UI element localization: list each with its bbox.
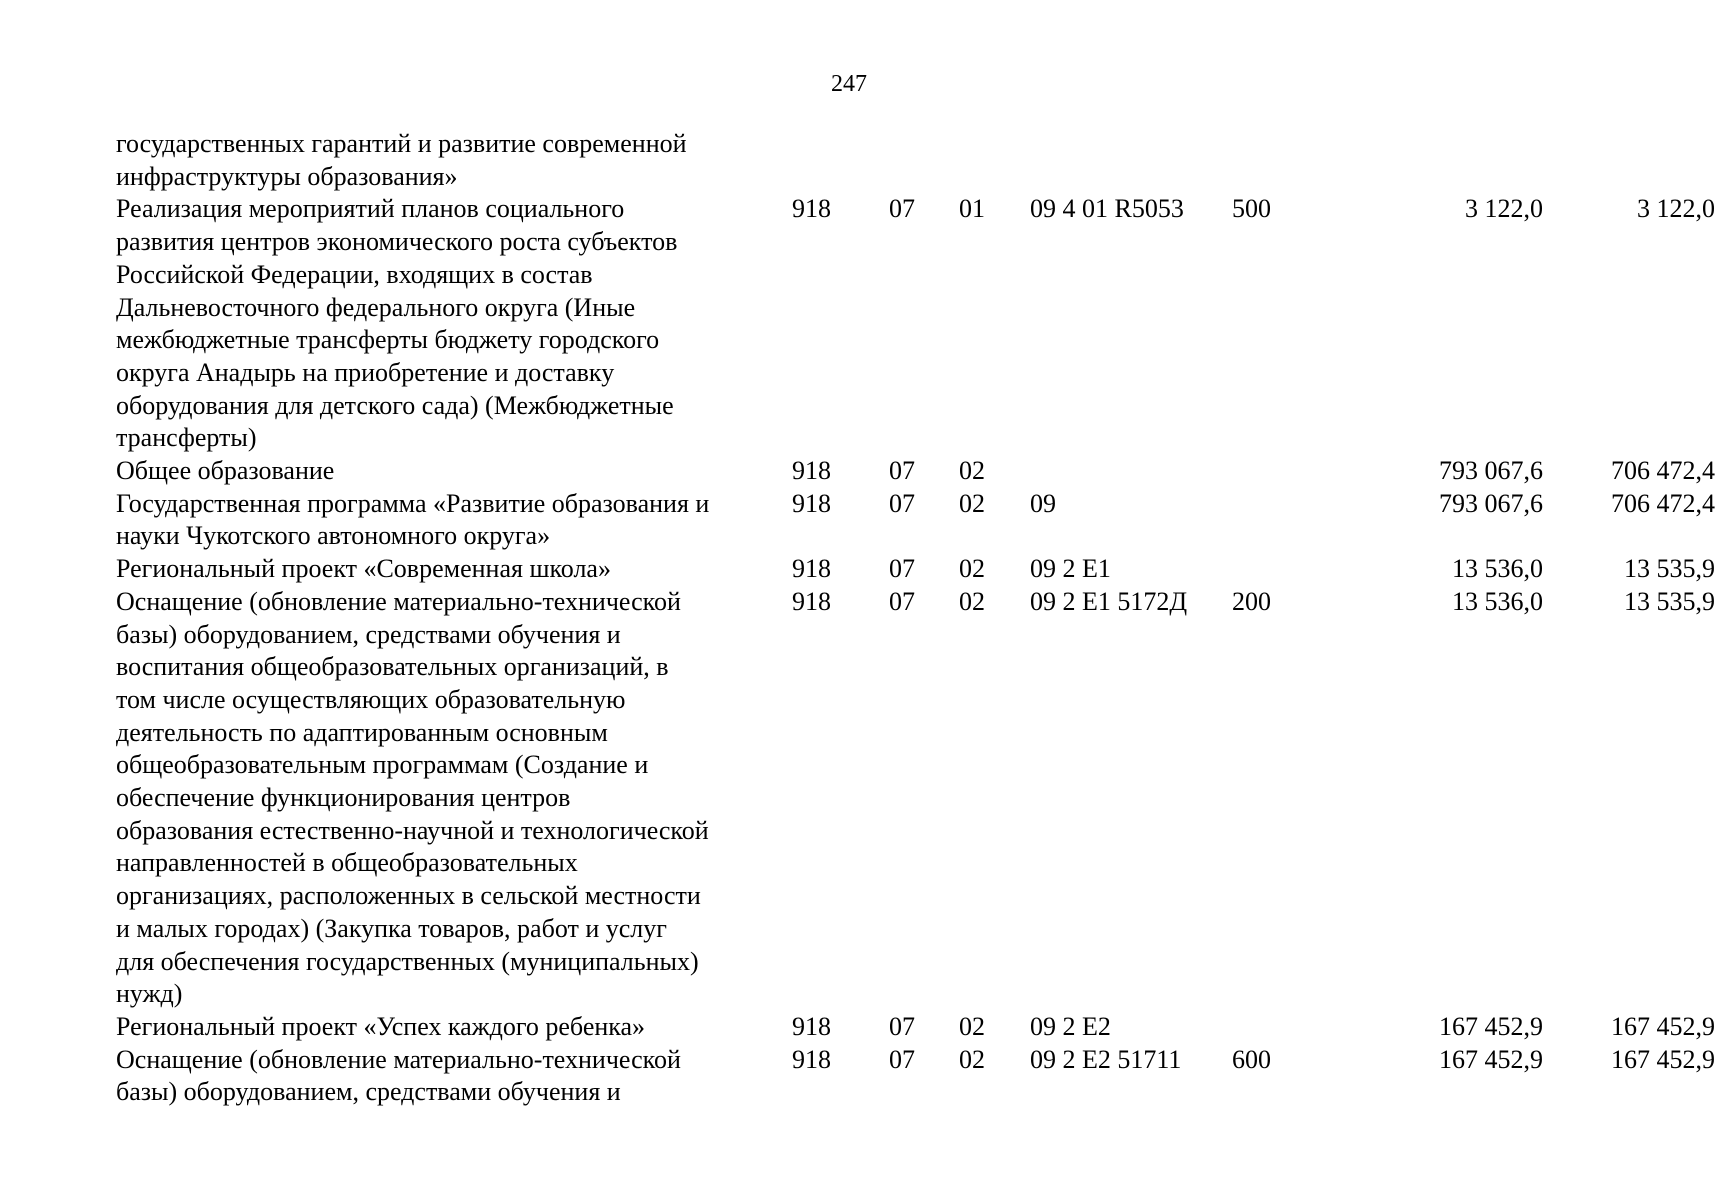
amount-second: 13 535,9 bbox=[1624, 586, 1715, 616]
amount-second: 13 535,9 bbox=[1624, 554, 1715, 584]
target-article-code: 09 2 E2 51711 bbox=[1030, 1044, 1182, 1074]
target-article-code: 09 bbox=[1030, 488, 1056, 518]
amount-first: 167 452,9 bbox=[1439, 1044, 1543, 1074]
section-code: 07 bbox=[889, 554, 915, 584]
amount-second: 3 122,0 bbox=[1637, 194, 1715, 224]
table-row bbox=[116, 1044, 1715, 1109]
expense-type-code: 500 bbox=[1232, 194, 1271, 224]
amount-second bbox=[1543, 128, 1715, 193]
subsection-code: 02 bbox=[959, 488, 985, 518]
subsection-code: 02 bbox=[959, 554, 985, 584]
amount-second: 167 452,9 bbox=[1611, 1044, 1715, 1074]
department-code: 918 bbox=[792, 1044, 831, 1074]
section-code: 07 bbox=[889, 456, 915, 486]
department-code: 918 bbox=[792, 586, 831, 616]
target-article-code: 09 4 01 R5053 bbox=[1030, 194, 1184, 224]
amount-second: 706 472,4 bbox=[1611, 488, 1715, 518]
section-code: 07 bbox=[889, 1044, 915, 1074]
department-code bbox=[792, 128, 889, 193]
item-name: Региональный проект «Современная школа» bbox=[116, 554, 611, 584]
department-code: 918 bbox=[792, 456, 831, 486]
item-name: Региональный проект «Успех каждого ребенка» bbox=[116, 1011, 646, 1041]
expense-type-code bbox=[1232, 128, 1372, 193]
amount-first: 793 067,6 bbox=[1439, 456, 1543, 486]
expense-type-code bbox=[1232, 1011, 1372, 1044]
table-row bbox=[116, 488, 1715, 553]
expense-type-code: 200 bbox=[1232, 586, 1271, 616]
department-code: 918 bbox=[792, 194, 831, 224]
subsection-code: 02 bbox=[959, 1011, 985, 1041]
item-name: Государственная программа «Развитие образования и науки Чукотского автономного округа» bbox=[116, 488, 710, 551]
subsection-code: 02 bbox=[959, 456, 985, 486]
amount-second: 706 472,4 bbox=[1611, 456, 1715, 486]
section-code bbox=[889, 128, 959, 193]
target-article-code: 09 2 E1 bbox=[1030, 554, 1111, 584]
expense-type-code bbox=[1232, 455, 1372, 488]
target-article-code bbox=[1030, 455, 1232, 488]
page-number: 247 bbox=[831, 71, 867, 97]
section-code: 07 bbox=[889, 488, 915, 518]
department-code: 918 bbox=[792, 488, 831, 518]
section-code: 07 bbox=[889, 194, 915, 224]
budget-table bbox=[116, 128, 1715, 1109]
expense-type-code bbox=[1232, 488, 1372, 553]
amount-first: 3 122,0 bbox=[1465, 194, 1543, 224]
item-name: Общее образование bbox=[116, 456, 335, 486]
amount-first: 13 536,0 bbox=[1452, 586, 1543, 616]
amount-first: 793 067,6 bbox=[1439, 488, 1543, 518]
section-code: 07 bbox=[889, 1011, 915, 1041]
expense-type-code bbox=[1232, 553, 1372, 586]
subsection-code bbox=[959, 128, 1030, 193]
subsection-code: 01 bbox=[959, 194, 985, 224]
table-row bbox=[116, 455, 1715, 488]
amount-first: 13 536,0 bbox=[1452, 554, 1543, 584]
target-article-code: 09 2 E2 bbox=[1030, 1011, 1111, 1041]
subsection-code: 02 bbox=[959, 586, 985, 616]
section-code: 07 bbox=[889, 586, 915, 616]
item-name: государственных гарантий и развитие современной инфраструктуры образования» bbox=[116, 129, 687, 191]
item-name: Оснащение (обновление материально-технической базы) оборудованием, средствами обучения и bbox=[116, 1044, 681, 1107]
target-article-code: 09 2 E1 5172Д bbox=[1030, 586, 1188, 616]
target-article-code bbox=[1030, 128, 1232, 193]
item-name: Реализация мероприятий планов социального развития центров экономического роста субъектов Российской Федерации, входящих в состав Дальневосточного федерального округа (Иные межбюджетные трансферты бюджету городского округа Анадырь на приобретение и доставку оборудования для детского сада) (Межбюджетные трансферты) bbox=[116, 194, 678, 453]
table-row bbox=[116, 1011, 1715, 1044]
amount-first: 167 452,9 bbox=[1439, 1011, 1543, 1041]
department-code: 918 bbox=[792, 554, 831, 584]
subsection-code: 02 bbox=[959, 1044, 985, 1074]
expense-type-code: 600 bbox=[1232, 1044, 1271, 1074]
table-row bbox=[116, 193, 1715, 455]
item-name: Оснащение (обновление материально-технической базы) оборудованием, средствами обучения и воспитания общеобразовательных организаций, в том числе осуществляющих образовательную деятельность по адаптированным основным общеобразовательным программам (Создание и обеспечение функционирования центров образования естественно-научной и технологической направленностей в общеобразовательных организациях, расположенных в сельской местности и малых городах) (Закупка товаров, работ и услуг для обеспечения государственных (муниципальных) нужд) bbox=[116, 586, 709, 1009]
amount-second: 167 452,9 bbox=[1611, 1011, 1715, 1041]
table-row bbox=[116, 553, 1715, 586]
table-row bbox=[116, 586, 1715, 1011]
department-code: 918 bbox=[792, 1011, 831, 1041]
table-row bbox=[116, 128, 1656, 193]
amount-first bbox=[1372, 128, 1543, 193]
